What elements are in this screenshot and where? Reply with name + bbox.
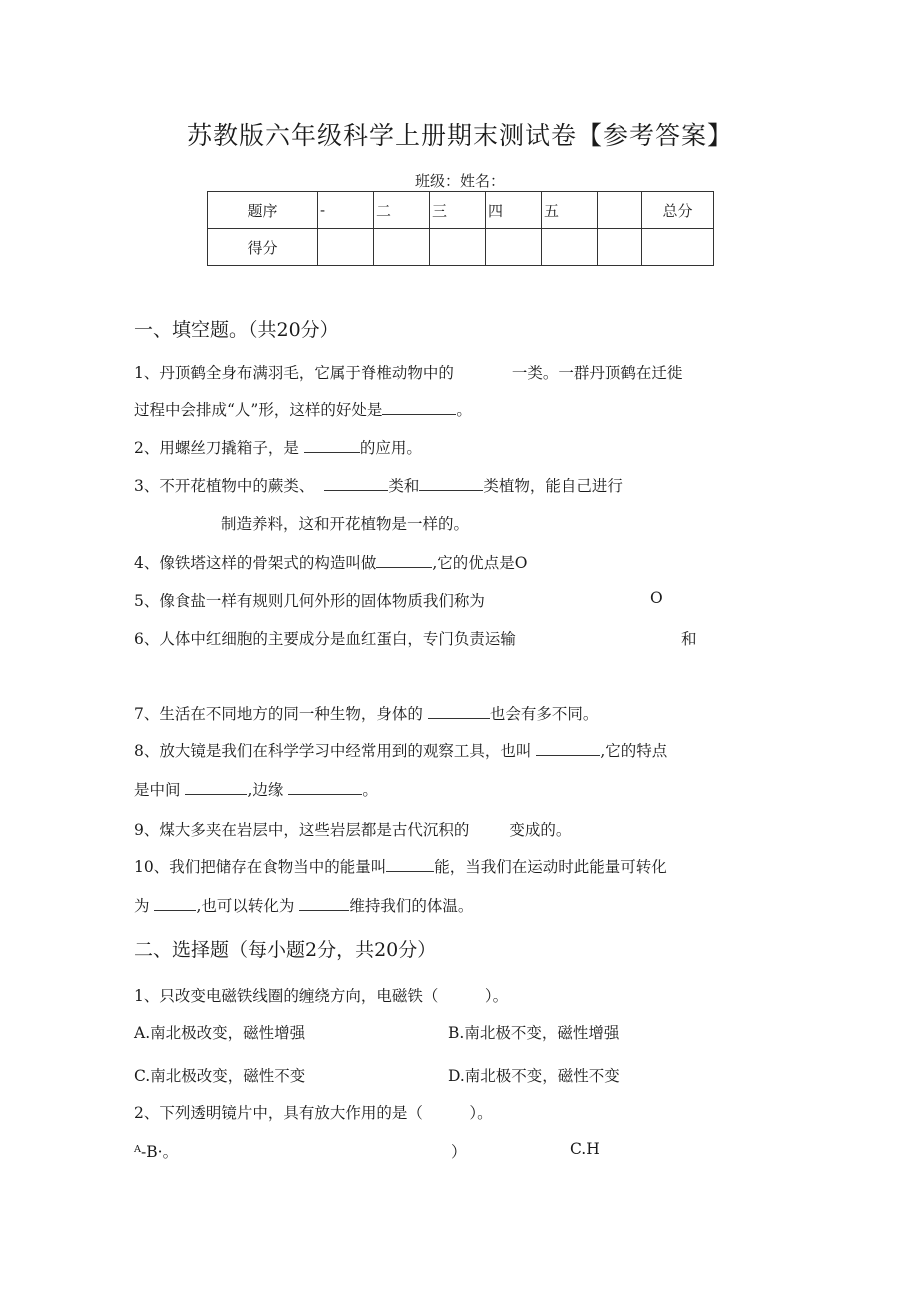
- q3a-text-mid: 类和: [388, 477, 420, 495]
- score-header-cell: 题序: [208, 192, 318, 229]
- mc-q2-options-mid: ）: [451, 1143, 467, 1161]
- section-1-heading: 一、填空题。（共20分）: [134, 319, 339, 341]
- q8b-text-end: 。: [362, 781, 378, 799]
- answer-blank[interactable]: [185, 779, 247, 796]
- answer-blank[interactable]: [376, 552, 432, 569]
- mc-q1-option-c[interactable]: C.南北极改变，磁性不变: [134, 1067, 306, 1085]
- q10b-text-end: 维持我们的体温。: [349, 897, 474, 915]
- q3a-text: 3、不开花植物中的蕨类、: [134, 477, 315, 495]
- mc-question-2: 2、下列透明镜片中，具有放大作用的是（ ）。: [134, 1104, 493, 1122]
- q7-text-end: 也会有多不同。: [489, 705, 599, 723]
- question-3-line-b: 制造养料，这和开花植物是一样的。: [221, 515, 470, 533]
- score-table-score-row: [208, 229, 714, 266]
- q10a-text: 10、我们把储存在食物当中的能量叫: [134, 858, 387, 876]
- q9-text-end: 变成的。: [509, 821, 572, 839]
- q1b-text-end: 。: [456, 401, 472, 419]
- q1a-text-end: 一类。一群丹顶鹤在迁徙: [511, 364, 683, 382]
- question-7-line: [134, 702, 598, 724]
- mc-question-1: 1、只改变电磁铁线圈的缠绕方向，电磁铁（ ）。: [134, 987, 509, 1005]
- answer-blank[interactable]: [419, 475, 483, 492]
- class-name-line: 班级：姓名：: [414, 172, 505, 190]
- score-header-cell: 二: [374, 192, 430, 229]
- question-3-line-a: [134, 474, 623, 496]
- answer-blank[interactable]: [324, 475, 388, 492]
- question-1-line-a: [134, 361, 682, 383]
- q8b-text: 是中间: [134, 781, 181, 799]
- mc-q2-option-c[interactable]: C.H: [570, 1140, 600, 1158]
- answer-blank[interactable]: [382, 399, 456, 416]
- question-8-line-b: [134, 778, 378, 800]
- score-cell[interactable]: [374, 229, 430, 266]
- answer-blank[interactable]: [154, 895, 196, 912]
- score-cell[interactable]: [486, 229, 542, 266]
- mc-q1-option-d[interactable]: D.南北极不变，磁性不变: [448, 1067, 620, 1085]
- answer-blank[interactable]: [288, 779, 362, 796]
- q8a-text: 8、放大镜是我们在科学学习中经常用到的观察工具，也叫: [134, 742, 532, 760]
- question-8-line-a: [134, 739, 667, 761]
- mc-q2-options-left[interactable]: ᴬ-B·。: [134, 1143, 179, 1161]
- score-header-cell: 三: [430, 192, 486, 229]
- score-cell[interactable]: [318, 229, 374, 266]
- q2-text: 2、用螺丝刀撬箱子，是: [134, 439, 299, 457]
- score-header-cell: 五: [542, 192, 598, 229]
- answer-blank[interactable]: [299, 895, 349, 912]
- mc-q1-option-a[interactable]: A.南北极改变，磁性增强: [134, 1024, 306, 1042]
- question-2-line: [134, 436, 422, 458]
- question-6-line: 6、人体中红细胞的主要成分是血红蛋白，专门负责运输: [134, 630, 516, 648]
- q9-text: 9、煤大多夹在岩层中，这些岩层都是古代沉积的: [134, 821, 470, 839]
- score-cell[interactable]: [542, 229, 598, 266]
- q7-text: 7、生活在不同地方的同一种生物，身体的: [134, 705, 423, 723]
- answer-blank[interactable]: [536, 740, 600, 757]
- score-cell[interactable]: [642, 229, 714, 266]
- score-cell[interactable]: [598, 229, 642, 266]
- score-header-cell: [598, 192, 642, 229]
- page-title: 苏教版六年级科学上册期末测试卷【参考答案】: [186, 121, 733, 150]
- score-cell[interactable]: [430, 229, 486, 266]
- question-1-line-b: [134, 398, 472, 420]
- score-header-cell: -: [318, 192, 374, 229]
- question-10-line-a: [134, 855, 667, 877]
- score-table: [207, 191, 714, 266]
- q3a-text-end: 类植物，能自己进行: [483, 477, 623, 495]
- q5-text-end: O: [650, 589, 663, 607]
- question-10-line-b: [134, 894, 473, 916]
- answer-blank[interactable]: [428, 703, 490, 720]
- score-header-cell: 总分: [642, 192, 714, 229]
- mc-q1-option-b[interactable]: B.南北极不变，磁性增强: [448, 1024, 620, 1042]
- score-row-label: 得分: [208, 229, 318, 266]
- q10b-text: 为: [134, 897, 150, 915]
- question-5-line: 5、像食盐一样有规则几何外形的固体物质我们称为: [134, 592, 485, 610]
- q1a-text: 1、丹顶鹤全身布满羽毛，它属于脊椎动物中的: [134, 364, 454, 382]
- answer-blank[interactable]: [386, 856, 434, 873]
- q10a-text-end: 能，当我们在运动时此能量可转化: [434, 858, 667, 876]
- answer-blank[interactable]: [304, 437, 360, 454]
- q8a-text-end: ,它的特点: [600, 742, 668, 760]
- q4-text-end: ,它的优点是O: [432, 554, 528, 572]
- q2-text-end: 的应用。: [359, 439, 422, 457]
- q1b-text: 过程中会排成“人”形，这样的好处是: [134, 401, 383, 419]
- q10b-text-mid: ,也可以转化为: [196, 897, 295, 915]
- q6-text-end: 和: [681, 630, 697, 648]
- score-header-cell: 四: [486, 192, 542, 229]
- question-9-line: [134, 818, 571, 840]
- score-table-header-row: [208, 192, 714, 229]
- q4-text: 4、像铁塔这样的骨架式的构造叫做: [134, 554, 377, 572]
- q8b-text-mid: ,边缘: [247, 781, 284, 799]
- question-4-line: [134, 551, 528, 573]
- section-2-heading: 二、选择题（每小题2分，共20分）: [134, 939, 437, 961]
